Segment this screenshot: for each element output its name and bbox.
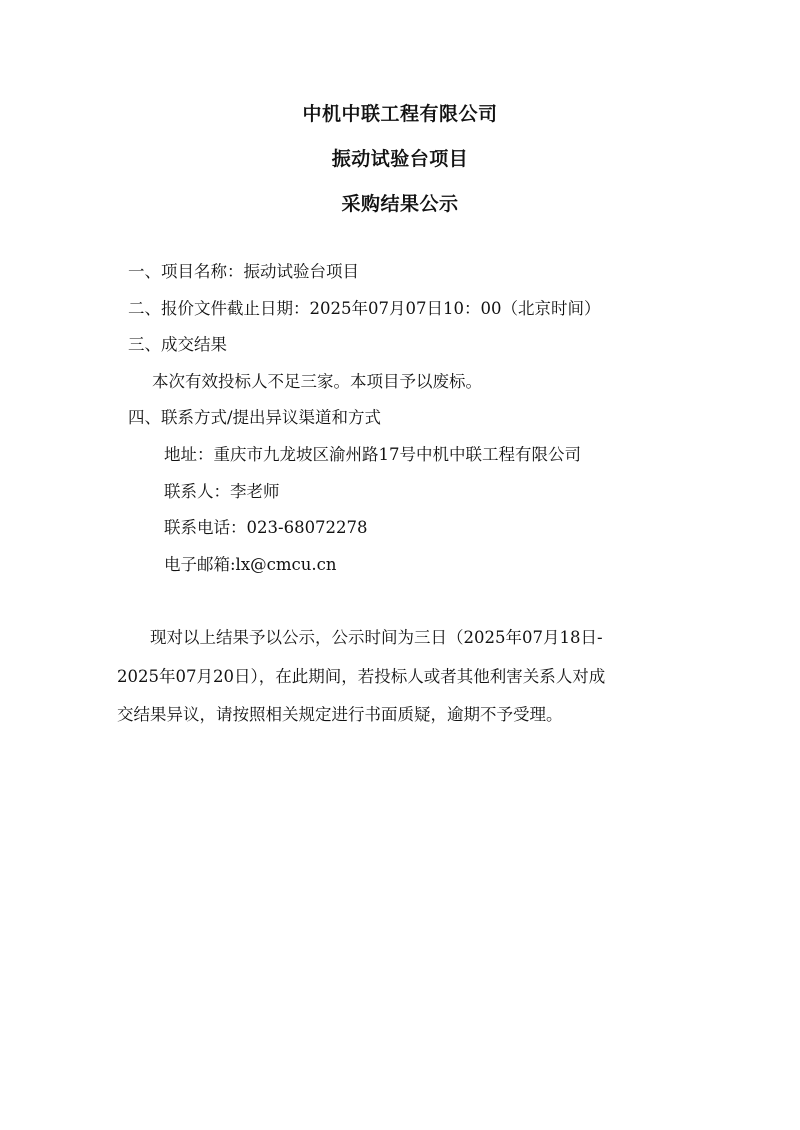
company-title: 中机中联工程有限公司 — [302, 103, 498, 125]
contact-phone: 联系电话：023-68072278 — [164, 518, 368, 538]
notice-paragraph: 现对以上结果予以公示，公示时间为三日（2025年07月18日- 2025年07月20日），在此期间，若投标人或者其他利害关系人对成 交结果异议，请按照相关规定进行书面质疑，逾期不予受理。 — [117, 628, 606, 724]
document-body — [0, 254, 800, 583]
section-contact-heading: 四、联系方式/提出异议渠道和方式 — [128, 408, 382, 428]
contact-address: 地址：重庆市九龙坡区渝州路17号中机中联工程有限公司 — [164, 444, 581, 464]
section-deadline: 二、报价文件截止日期：2025年07月07日10：00（北京时间） — [128, 298, 601, 318]
public-notice — [117, 619, 687, 735]
section-project-name: 一、项目名称：振动试验台项目 — [128, 262, 359, 281]
document-type-title: 采购结果公示 — [341, 193, 459, 215]
title-block — [0, 92, 800, 227]
contact-email: 电子邮箱:lx@cmcu.cn — [164, 554, 337, 574]
project-title: 振动试验台项目 — [331, 148, 469, 170]
contact-person: 联系人：李老师 — [164, 481, 280, 501]
section-result-heading: 三、成交结果 — [128, 335, 227, 355]
section-result-body: 本次有效投标人不足三家。本项目予以废标。 — [152, 371, 482, 391]
